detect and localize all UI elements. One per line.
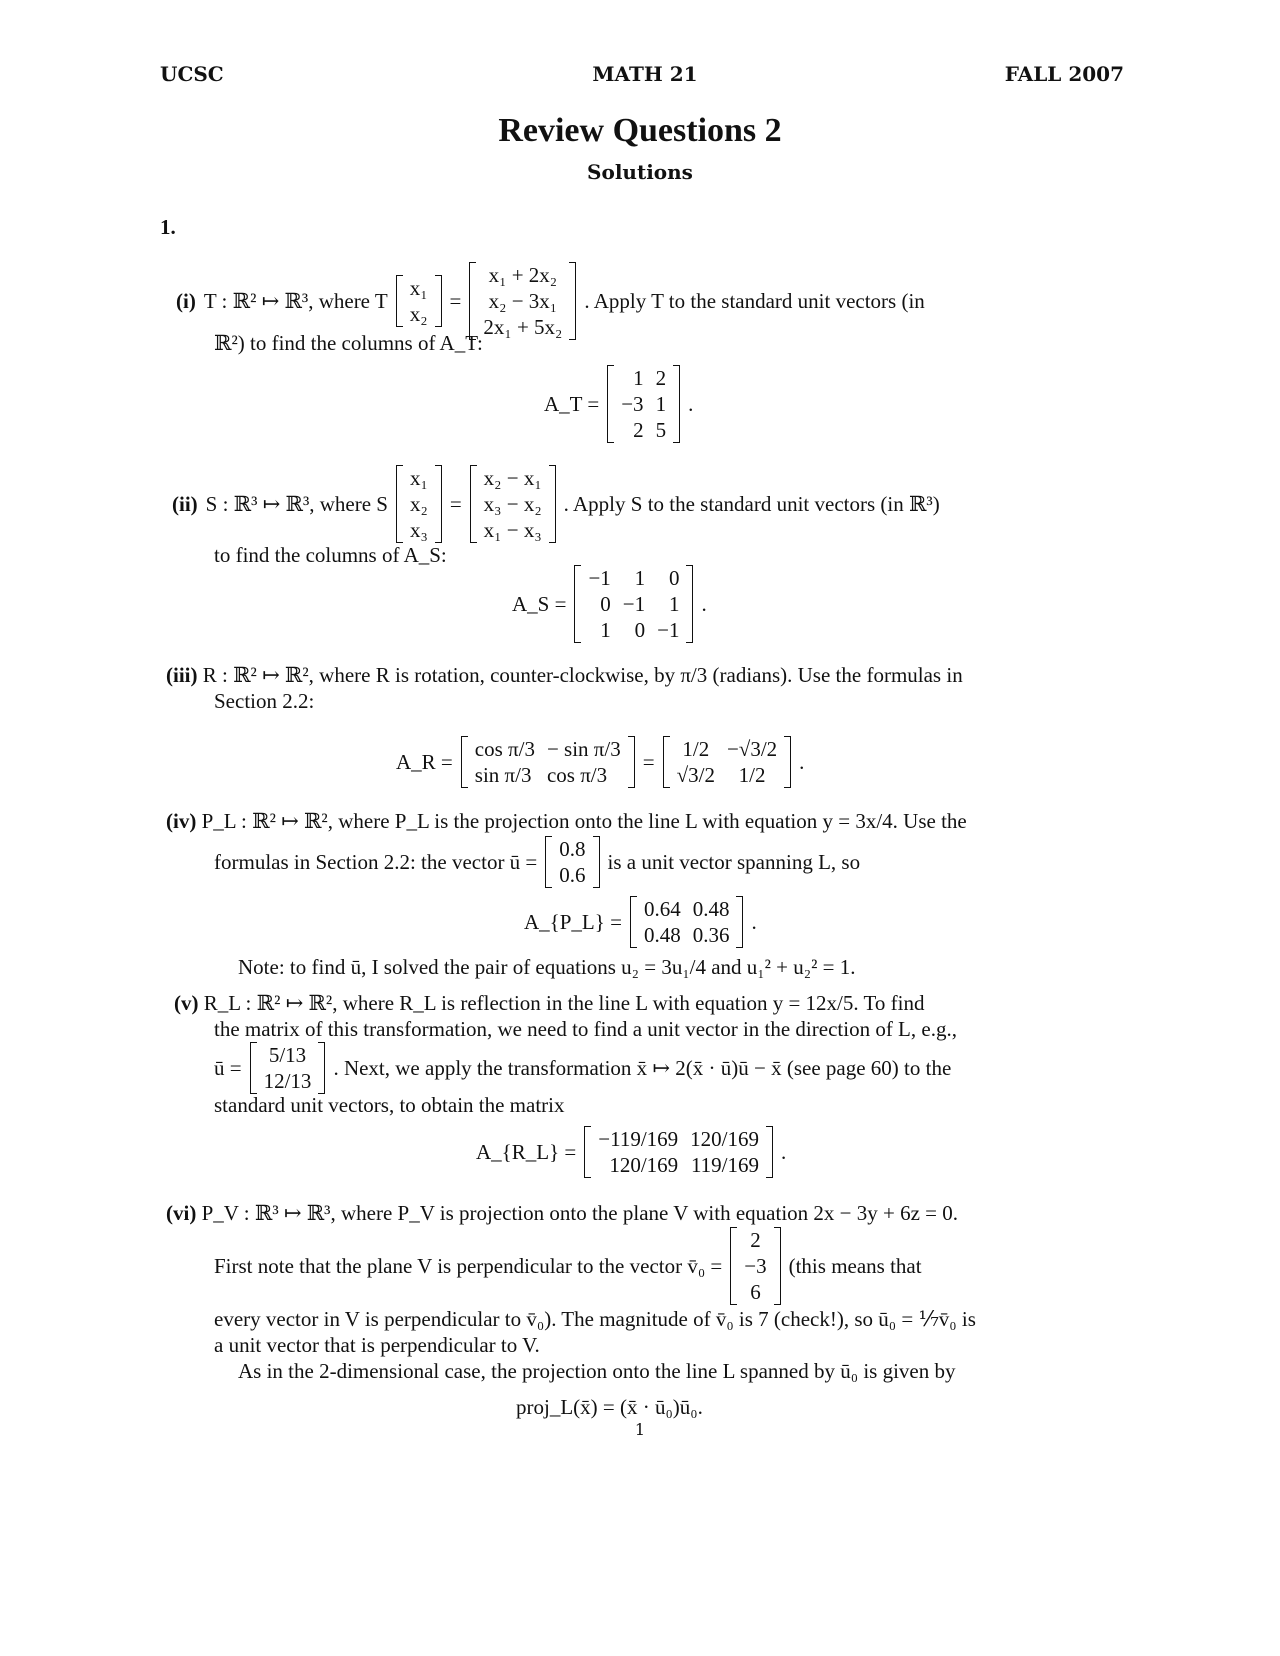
part-vi-line2: First note that the plane V is perpendicular to the vector v̄₀ = 2 −3 6 (this means that — [214, 1228, 922, 1304]
part-iv-u-vector: 0.8 0.6 — [545, 836, 599, 888]
part-ii-text: S : ℝ³ ↦ ℝ³, where S — [205, 491, 388, 516]
part-iv-note: Note: to find ū, I solved the pair of equations u₂ = 3u₁/4 and u₁² + u₂² = 1. — [238, 955, 856, 979]
part-iii-line1: (iii) R : ℝ² ↦ ℝ², where R is rotation, counter-clockwise, by π/3 (radians). Use the formulas in — [166, 663, 963, 687]
part-v-matrix: −119/169 120/169 120/169 119/169 — [584, 1126, 773, 1178]
part-ii-matrix-eq: A_S = −1 1 0 0 −1 1 1 0 −1 . — [512, 566, 707, 642]
part-v-line3: ū = 5/13 12/13 . Next, we apply the transformation x̄ ↦ 2(x̄ · ū)ū − x̄ (see page 60) to the — [214, 1043, 952, 1093]
part-ii-line2: to find the columns of A_S: — [214, 543, 447, 567]
part-iii-matrix-b: 1/2 −√3/2 √3/2 1/2 — [663, 736, 792, 788]
part-iv-matrix-eq: A_{P_L} = 0.64 0.48 0.48 0.36 . — [524, 897, 757, 947]
part-v-u-vector: 5/13 12/13 — [250, 1042, 326, 1094]
part-vi-line5: As in the 2-dimensional case, the projection onto the line L spanned by ū₀ is given by — [238, 1359, 956, 1383]
part-i-text-end: . Apply T to the standard unit vectors (in — [584, 288, 925, 313]
part-ii-text-end: . Apply S to the standard unit vectors (in ℝ³) — [563, 491, 940, 516]
part-i-matrix: 1 2 −3 1 2 5 — [607, 365, 680, 443]
part-ii-input-vector: x₁ x₂ x₃ — [396, 465, 442, 543]
part-iii-matrix-eq: A_R = cos π/3 − sin π/3 sin π/3 cos π/3 = 1/2 −√3/2 √3/2 1/2 . — [396, 737, 805, 787]
part-i-line2: ℝ²) to find the columns of A_T: — [214, 331, 483, 355]
part-v-line2: the matrix of this transformation, we need to find a unit vector in the direction of L, e.g., — [214, 1017, 957, 1041]
part-iv-line2: formulas in Section 2.2: the vector ū = 0.8 0.6 is a unit vector spanning L, so — [214, 837, 861, 887]
part-v-line4: standard unit vectors, to obtain the matrix — [214, 1093, 565, 1117]
part-i-matrix-eq: A_T = 1 2 −3 1 2 5 . — [544, 366, 694, 442]
part-vi-v-vector: 2 −3 6 — [730, 1227, 780, 1305]
part-i-output-vector: x₁ + 2x₂ x₂ − 3x₁ 2x₁ + 5x₂ — [469, 262, 576, 340]
part-vi-formula: proj_L(x̄) = (x̄ · ū₀)ū₀. — [516, 1395, 703, 1419]
part-iv-matrix: 0.64 0.48 0.48 0.36 — [630, 896, 744, 948]
page-title: Review Questions 2 — [498, 112, 782, 149]
part-i-text: T : ℝ² ↦ ℝ³, where T — [203, 288, 388, 313]
part-ii-matrix: −1 1 0 0 −1 1 1 0 −1 — [574, 565, 693, 643]
part-vi-line3: every vector in V is perpendicular to v̄₀). The magnitude of v̄₀ is 7 (check!), so ū₀ = ⅐v̄₀ is — [214, 1307, 976, 1331]
part-iv-matrix-label: A_{P_L} = — [524, 909, 622, 934]
part-ii-label: (ii) — [172, 491, 198, 516]
part-iii-matrix-label: A_R = — [396, 749, 453, 774]
page-number: 1 — [634, 1420, 646, 1439]
part-v-line1: (v) R_L : ℝ² ↦ ℝ², where R_L is reflection in the line L with equation y = 12x/5. To find — [174, 991, 925, 1015]
part-ii-matrix-label: A_S = — [512, 591, 567, 616]
part-ii-line1: (ii) S : ℝ³ ↦ ℝ³, where S x₁ x₂ x₃ = x₂ − x₁ x₃ − x₂ x₁ − x₃ . Apply S to the standard unit vectors (in ℝ³) — [172, 466, 940, 542]
part-i-matrix-label: A_T = — [544, 391, 600, 416]
part-iii-matrix-a: cos π/3 − sin π/3 sin π/3 cos π/3 — [461, 736, 635, 788]
part-vi-line4: a unit vector that is perpendicular to V. — [214, 1333, 540, 1357]
part-vi-line1: (vi) P_V : ℝ³ ↦ ℝ³, where P_V is projection onto the plane V with equation 2x − 3y + 6z = 0. — [166, 1201, 958, 1225]
problem-number: 1. — [160, 215, 176, 239]
page-subtitle: Solutions — [587, 160, 693, 184]
part-iii-line2: Section 2.2: — [214, 689, 315, 713]
part-v-matrix-eq: A_{R_L} = −119/169 120/169 120/169 119/169 . — [476, 1127, 787, 1177]
part-i-line1: (i) T : ℝ² ↦ ℝ³, where T x₁ x₂ = x₁ + 2x₂ x₂ − 3x₁ 2x₁ + 5x₂ . Apply T to the standard unit vectors (in — [176, 263, 925, 339]
part-i-input-vector: x₁ x₂ — [396, 275, 442, 327]
part-i-label: (i) — [176, 288, 196, 313]
header-right: FALL 2007 — [1004, 62, 1124, 86]
part-v-matrix-label: A_{R_L} = — [476, 1139, 577, 1164]
part-ii-output-vector: x₂ − x₁ x₃ − x₂ x₁ − x₃ — [470, 465, 556, 543]
header-center-text: MATH 21 — [592, 62, 698, 86]
header-left: UCSC — [160, 62, 224, 86]
part-iv-line1: (iv) P_L : ℝ² ↦ ℝ², where P_L is the projection onto the line L with equation y = 3x/4. Use the — [166, 809, 967, 833]
